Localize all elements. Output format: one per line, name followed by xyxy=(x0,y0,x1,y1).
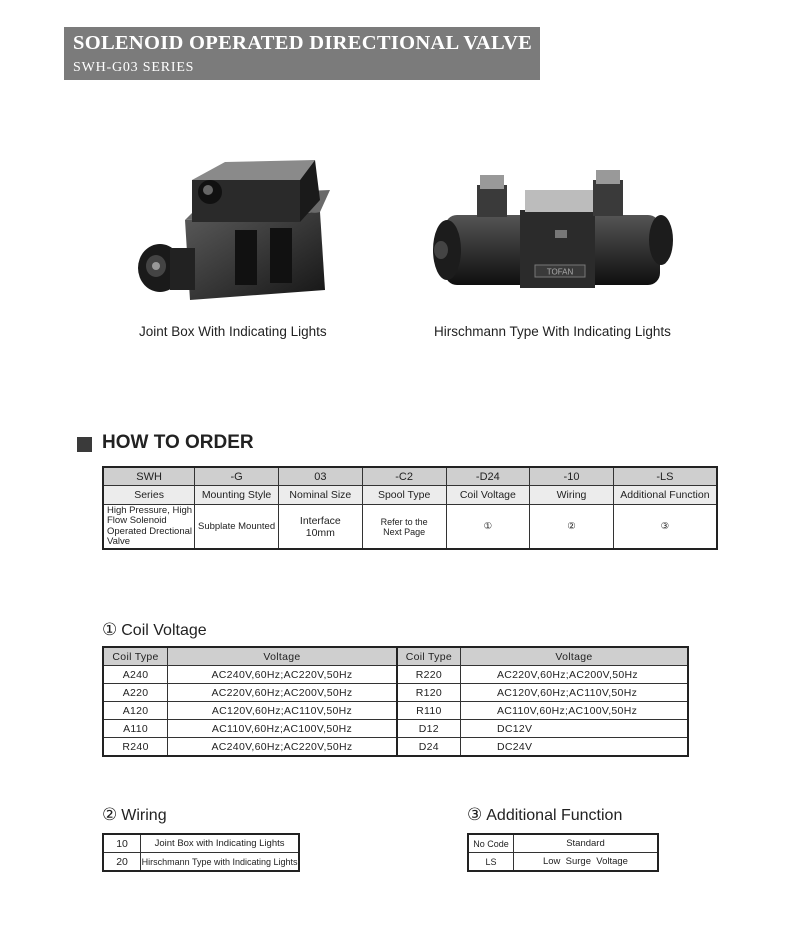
coil-type-cell: D24 xyxy=(397,738,461,757)
product-caption-joint-box: Joint Box With Indicating Lights xyxy=(139,324,327,339)
code-mounting: -G xyxy=(195,467,279,486)
voltage-cell: AC110V,60Hz;AC100V,50Hz xyxy=(168,720,397,738)
coil-type-cell: A120 xyxy=(103,702,168,720)
label-mounting: Mounting Style xyxy=(195,486,279,505)
col-header: Voltage xyxy=(460,647,688,666)
table-row xyxy=(103,853,299,872)
order-value-row xyxy=(103,505,717,550)
section-title: Coil Voltage xyxy=(121,622,207,639)
value-coil: ① xyxy=(446,505,530,550)
section-number: ② xyxy=(102,805,118,824)
code-series: SWH xyxy=(103,467,195,486)
value-additional: ③ xyxy=(613,505,717,550)
coil-voltage-table xyxy=(102,646,689,757)
voltage-cell: AC240V,60Hz;AC220V,50Hz xyxy=(168,738,397,757)
voltage-cell: DC12V xyxy=(460,720,688,738)
value-wiring: ② xyxy=(530,505,614,550)
product-caption-hirschmann: Hirschmann Type With Indicating Lights xyxy=(434,324,671,339)
coil-type-cell: D12 xyxy=(397,720,461,738)
coil-type-cell: A110 xyxy=(103,720,168,738)
value-size: Interface 10mm xyxy=(278,505,362,550)
table-row xyxy=(103,666,688,684)
coil-type-cell: A220 xyxy=(103,684,168,702)
table-row xyxy=(103,738,688,757)
code-additional: -LS xyxy=(613,467,717,486)
section-heading-coil-voltage xyxy=(102,620,207,640)
voltage-cell: AC240V,60Hz;AC220V,50Hz xyxy=(168,666,397,684)
wiring-desc-cell: Joint Box with Indicating Lights xyxy=(141,834,299,853)
col-header: Coil Type xyxy=(103,647,168,666)
table-row xyxy=(468,834,658,853)
label-size: Nominal Size xyxy=(278,486,362,505)
value-spool: Refer to the Next Page xyxy=(362,505,446,550)
table-row xyxy=(103,720,688,738)
label-additional: Additional Function xyxy=(613,486,717,505)
col-header: Voltage xyxy=(168,647,397,666)
coil-type-cell: A240 xyxy=(103,666,168,684)
voltage-cell: DC24V xyxy=(460,738,688,757)
additional-function-table xyxy=(467,833,659,872)
coil-type-cell: R110 xyxy=(397,702,461,720)
label-wiring: Wiring xyxy=(530,486,614,505)
order-label-row xyxy=(103,486,717,505)
function-code-cell: No Code xyxy=(468,834,513,853)
order-code-row xyxy=(103,467,717,486)
joint-box-valve-image xyxy=(130,150,335,305)
section-heading-wiring xyxy=(102,805,167,825)
coil-type-cell: R240 xyxy=(103,738,168,757)
section-title: Additional Function xyxy=(486,807,623,824)
table-row xyxy=(103,702,688,720)
section-heading-how-to-order: HOW TO ORDER xyxy=(102,432,254,453)
section-number: ① xyxy=(102,620,118,639)
page-title: SOLENOID OPERATED DIRECTIONAL VALVE xyxy=(73,32,533,54)
function-desc-cell: Standard xyxy=(513,834,658,853)
coil-header-row xyxy=(103,647,688,666)
voltage-cell: AC110V,60Hz;AC100V,50Hz xyxy=(460,702,688,720)
coil-type-cell: R120 xyxy=(397,684,461,702)
table-row xyxy=(103,684,688,702)
wiring-table xyxy=(102,833,300,872)
code-coil: -D24 xyxy=(446,467,530,486)
label-spool: Spool Type xyxy=(362,486,446,505)
voltage-cell: AC120V,60Hz;AC110V,50Hz xyxy=(460,684,688,702)
wiring-desc-cell: Hirschmann Type with Indicating Lights xyxy=(141,853,299,872)
section-bullet-icon xyxy=(77,437,92,452)
brand-mark: TOFAN xyxy=(546,267,574,277)
function-desc-cell: Low Surge Voltage xyxy=(513,853,658,872)
wiring-code-cell: 10 xyxy=(103,834,141,853)
label-coil: Coil Voltage xyxy=(446,486,530,505)
title-banner xyxy=(64,27,540,80)
table-row xyxy=(468,853,658,872)
code-size: 03 xyxy=(278,467,362,486)
section-heading-additional-function xyxy=(467,805,622,825)
section-title: Wiring xyxy=(121,807,167,824)
hirschmann-valve-image xyxy=(425,170,675,295)
page-subtitle: SWH-G03 SERIES xyxy=(73,60,195,75)
wiring-code-cell: 20 xyxy=(103,853,141,872)
code-spool: -C2 xyxy=(362,467,446,486)
label-series: Series xyxy=(103,486,195,505)
table-row xyxy=(103,834,299,853)
code-wiring: -10 xyxy=(530,467,614,486)
col-header: Coil Type xyxy=(397,647,461,666)
value-mounting: Subplate Mounted xyxy=(195,505,279,550)
voltage-cell: AC120V,60Hz;AC110V,50Hz xyxy=(168,702,397,720)
value-series: High Pressure, High Flow Solenoid Operated Drectional Valve xyxy=(103,505,195,550)
section-number: ③ xyxy=(467,805,483,824)
voltage-cell: AC220V,60Hz;AC200V,50Hz xyxy=(460,666,688,684)
coil-type-cell: R220 xyxy=(397,666,461,684)
voltage-cell: AC220V,60Hz;AC200V,50Hz xyxy=(168,684,397,702)
order-code-table xyxy=(102,466,718,550)
function-code-cell: LS xyxy=(468,853,513,872)
